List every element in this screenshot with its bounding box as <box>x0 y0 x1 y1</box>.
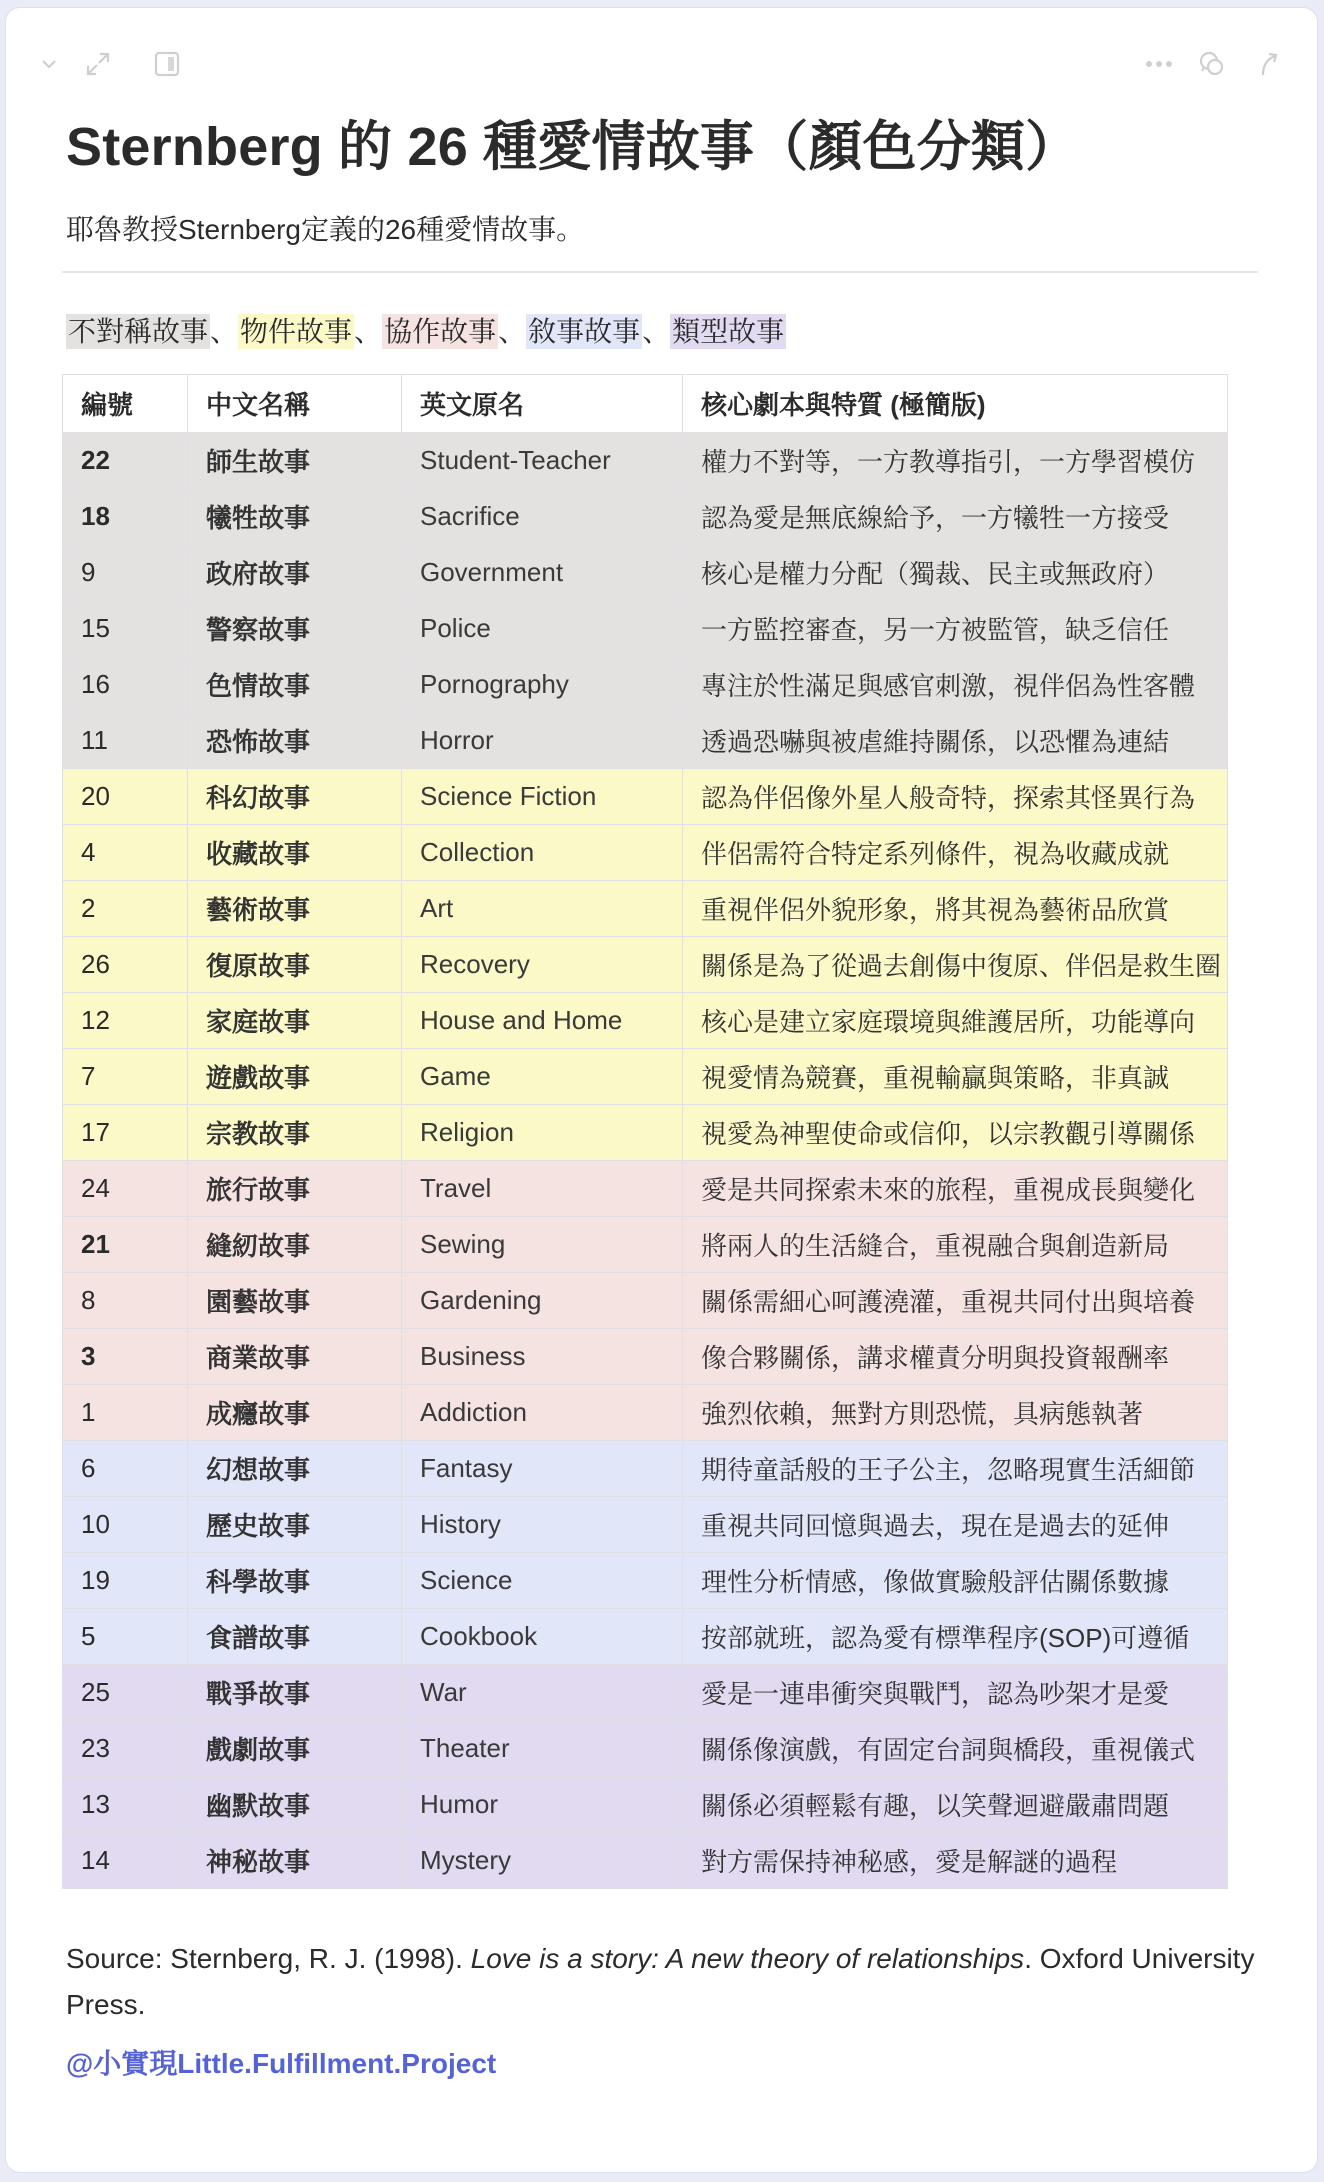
table-row <box>63 713 1228 769</box>
story-description: 關係是為了從過去創傷中復原、伴侶是救生圈 <box>683 937 1228 993</box>
source-prefix: Source: Sternberg, R. J. (1998). <box>66 1943 471 1974</box>
story-english-name: Fantasy <box>402 1441 683 1497</box>
story-number: 18 <box>63 489 188 545</box>
story-english-name: Collection <box>402 825 683 881</box>
story-english-name: Recovery <box>402 937 683 993</box>
story-description: 透過恐嚇與被虐維持關係，以恐懼為連結 <box>683 713 1228 769</box>
story-english-name: Government <box>402 545 683 601</box>
legend-tag-object: 物件故事 <box>240 316 353 347</box>
story-chinese-name: 歷史故事 <box>188 1497 402 1553</box>
story-description: 專注於性滿足與感官刺激，視伴侶為性客體 <box>683 657 1228 713</box>
story-english-name: Science Fiction <box>402 769 683 825</box>
story-number: 4 <box>63 825 188 881</box>
story-description: 關係像演戲，有固定台詞與橋段，重視儀式 <box>683 1721 1228 1777</box>
story-english-name: Business <box>402 1329 683 1385</box>
sidebar-panel-icon[interactable] <box>152 46 182 82</box>
story-chinese-name: 神秘故事 <box>188 1833 402 1889</box>
story-english-name: Mystery <box>402 1833 683 1889</box>
story-number: 5 <box>63 1609 188 1665</box>
story-number: 8 <box>63 1273 188 1329</box>
story-chinese-name: 旅行故事 <box>188 1161 402 1217</box>
story-description: 強烈依賴，無對方則恐慌，具病態執著 <box>683 1385 1228 1441</box>
story-description: 期待童話般的王子公主，忽略現實生活細節 <box>683 1441 1228 1497</box>
story-chinese-name: 犧牲故事 <box>188 489 402 545</box>
table-row <box>63 545 1228 601</box>
header-english-name: 英文原名 <box>402 375 683 433</box>
story-description: 像合夥關係，講求權責分明與投資報酬率 <box>683 1329 1228 1385</box>
story-description: 將兩人的生活縫合，重視融合與創造新局 <box>683 1217 1228 1273</box>
story-chinese-name: 政府故事 <box>188 545 402 601</box>
story-number: 26 <box>63 937 188 993</box>
table-row <box>63 1049 1228 1105</box>
page-subtitle: 耶魯教授Sternberg定義的26種愛情故事。 <box>66 214 585 245</box>
story-description: 重視共同回憶與過去，現在是過去的延伸 <box>683 1497 1228 1553</box>
legend-separator: 、 <box>498 316 527 347</box>
story-number: 6 <box>63 1441 188 1497</box>
story-description: 理性分析情感，像做實驗般評估關係數據 <box>683 1553 1228 1609</box>
table-row <box>63 825 1228 881</box>
story-number: 11 <box>63 713 188 769</box>
story-number: 2 <box>63 881 188 937</box>
story-english-name: Sacrifice <box>402 489 683 545</box>
story-chinese-name: 縫紉故事 <box>188 1217 402 1273</box>
table-row <box>63 1161 1228 1217</box>
table-row <box>63 1273 1228 1329</box>
story-description: 核心是建立家庭環境與維護居所，功能導向 <box>683 993 1228 1049</box>
author-handle-link[interactable]: @小實現Little.Fulfillment.Project <box>66 2048 497 2079</box>
story-english-name: Pornography <box>402 657 683 713</box>
legend-tag-coordination: 協作故事 <box>384 316 497 347</box>
table-row <box>63 1777 1228 1833</box>
table-row <box>63 1497 1228 1553</box>
table-row <box>63 937 1228 993</box>
story-number: 3 <box>63 1329 188 1385</box>
story-english-name: Student-Teacher <box>402 433 683 489</box>
page-title: Sternberg 的 26 種愛情故事（顏色分類） <box>66 117 1080 177</box>
share-icon[interactable] <box>1254 46 1284 82</box>
source-citation <box>66 1936 1266 2028</box>
story-number: 12 <box>63 993 188 1049</box>
story-english-name: Religion <box>402 1105 683 1161</box>
legend-separator: 、 <box>210 316 239 347</box>
story-chinese-name: 色情故事 <box>188 657 402 713</box>
story-english-name: Game <box>402 1049 683 1105</box>
table-row <box>63 657 1228 713</box>
love-stories-table <box>62 374 1228 1889</box>
expand-icon[interactable] <box>83 46 113 82</box>
story-english-name: Addiction <box>402 1385 683 1441</box>
story-description: 視愛為神聖使命或信仰，以宗教觀引導關係 <box>683 1105 1228 1161</box>
table-row <box>63 1833 1228 1889</box>
comments-icon[interactable] <box>1197 46 1227 82</box>
story-chinese-name: 藝術故事 <box>188 881 402 937</box>
legend-separator: 、 <box>354 316 383 347</box>
story-description: 對方需保持神秘感，愛是解謎的過程 <box>683 1833 1228 1889</box>
story-number: 23 <box>63 1721 188 1777</box>
story-english-name: Travel <box>402 1161 683 1217</box>
story-english-name: War <box>402 1665 683 1721</box>
table-row <box>63 1217 1228 1273</box>
story-english-name: Horror <box>402 713 683 769</box>
table-row <box>63 1329 1228 1385</box>
story-english-name: Science <box>402 1553 683 1609</box>
story-chinese-name: 幽默故事 <box>188 1777 402 1833</box>
story-chinese-name: 幻想故事 <box>188 1441 402 1497</box>
legend-tag-asymmetry: 不對稱故事 <box>68 316 209 347</box>
story-chinese-name: 家庭故事 <box>188 993 402 1049</box>
story-chinese-name: 食譜故事 <box>188 1609 402 1665</box>
story-number: 10 <box>63 1497 188 1553</box>
legend-tag-narrative: 敘事故事 <box>528 316 641 347</box>
category-legend <box>66 310 786 350</box>
toolbar <box>6 46 1317 82</box>
story-chinese-name: 園藝故事 <box>188 1273 402 1329</box>
source-book-title: Love is a story: A new theory of relationships <box>470 1943 1025 1974</box>
table-row <box>63 1609 1228 1665</box>
chevron-down-icon[interactable] <box>34 46 64 82</box>
story-chinese-name: 商業故事 <box>188 1329 402 1385</box>
divider <box>62 271 1258 273</box>
table-row <box>63 601 1228 657</box>
story-english-name: History <box>402 1497 683 1553</box>
story-number: 20 <box>63 769 188 825</box>
table-row <box>63 433 1228 489</box>
header-chinese-name: 中文名稱 <box>188 375 402 433</box>
table-row <box>63 1553 1228 1609</box>
table-row <box>63 993 1228 1049</box>
story-description: 認為愛是無底線給予，一方犧牲一方接受 <box>683 489 1228 545</box>
table-body <box>63 433 1228 1889</box>
story-description: 一方監控審查，另一方被監管，缺乏信任 <box>683 601 1228 657</box>
story-chinese-name: 宗教故事 <box>188 1105 402 1161</box>
table-row <box>63 1385 1228 1441</box>
source-suffix: . Oxford University Press. <box>66 1943 1255 2020</box>
story-description: 重視伴侶外貌形象，將其視為藝術品欣賞 <box>683 881 1228 937</box>
story-number: 14 <box>63 1833 188 1889</box>
story-english-name: Police <box>402 601 683 657</box>
table-row <box>63 881 1228 937</box>
story-english-name: Humor <box>402 1777 683 1833</box>
story-description: 認為伴侶像外星人般奇特，探索其怪異行為 <box>683 769 1228 825</box>
story-description: 關係需細心呵護澆灌，重視共同付出與培養 <box>683 1273 1228 1329</box>
story-chinese-name: 科學故事 <box>188 1553 402 1609</box>
story-description: 關係必須輕鬆有趣，以笑聲迴避嚴肅問題 <box>683 1777 1228 1833</box>
header-description: 核心劇本與特質 (極簡版) <box>683 375 1228 433</box>
story-number: 21 <box>63 1217 188 1273</box>
table-row <box>63 489 1228 545</box>
story-description: 愛是一連串衝突與戰鬥，認為吵架才是愛 <box>683 1665 1228 1721</box>
story-chinese-name: 成癮故事 <box>188 1385 402 1441</box>
table-row <box>63 1441 1228 1497</box>
story-chinese-name: 收藏故事 <box>188 825 402 881</box>
story-chinese-name: 科幻故事 <box>188 769 402 825</box>
story-number: 19 <box>63 1553 188 1609</box>
story-chinese-name: 遊戲故事 <box>188 1049 402 1105</box>
table-row <box>63 1105 1228 1161</box>
table-row <box>63 1665 1228 1721</box>
story-english-name: Art <box>402 881 683 937</box>
table-row <box>63 1721 1228 1777</box>
story-number: 25 <box>63 1665 188 1721</box>
story-number: 1 <box>63 1385 188 1441</box>
story-description: 權力不對等，一方教導指引，一方學習模仿 <box>683 433 1228 489</box>
story-chinese-name: 戲劇故事 <box>188 1721 402 1777</box>
story-number: 24 <box>63 1161 188 1217</box>
story-english-name: Cookbook <box>402 1609 683 1665</box>
story-number: 13 <box>63 1777 188 1833</box>
story-english-name: Sewing <box>402 1217 683 1273</box>
story-description: 視愛情為競賽，重視輸贏與策略，非真誠 <box>683 1049 1228 1105</box>
table-header-row <box>63 375 1228 433</box>
more-icon[interactable] <box>1144 46 1174 82</box>
story-number: 7 <box>63 1049 188 1105</box>
story-chinese-name: 師生故事 <box>188 433 402 489</box>
document-card <box>6 8 1317 2172</box>
table-row <box>63 769 1228 825</box>
story-chinese-name: 戰爭故事 <box>188 1665 402 1721</box>
story-description: 伴侶需符合特定系列條件，視為收藏成就 <box>683 825 1228 881</box>
story-chinese-name: 警察故事 <box>188 601 402 657</box>
story-number: 22 <box>63 433 188 489</box>
story-english-name: House and Home <box>402 993 683 1049</box>
story-english-name: Theater <box>402 1721 683 1777</box>
story-description: 核心是權力分配（獨裁、民主或無政府） <box>683 545 1228 601</box>
story-number: 15 <box>63 601 188 657</box>
story-number: 16 <box>63 657 188 713</box>
legend-tag-genre: 類型故事 <box>672 316 785 347</box>
story-description: 愛是共同探索未來的旅程，重視成長與變化 <box>683 1161 1228 1217</box>
story-description: 按部就班，認為愛有標準程序(SOP)可遵循 <box>683 1609 1228 1665</box>
header-number: 編號 <box>63 375 188 433</box>
story-chinese-name: 恐怖故事 <box>188 713 402 769</box>
legend-separator: 、 <box>642 316 671 347</box>
story-number: 17 <box>63 1105 188 1161</box>
story-chinese-name: 復原故事 <box>188 937 402 993</box>
story-english-name: Gardening <box>402 1273 683 1329</box>
story-number: 9 <box>63 545 188 601</box>
